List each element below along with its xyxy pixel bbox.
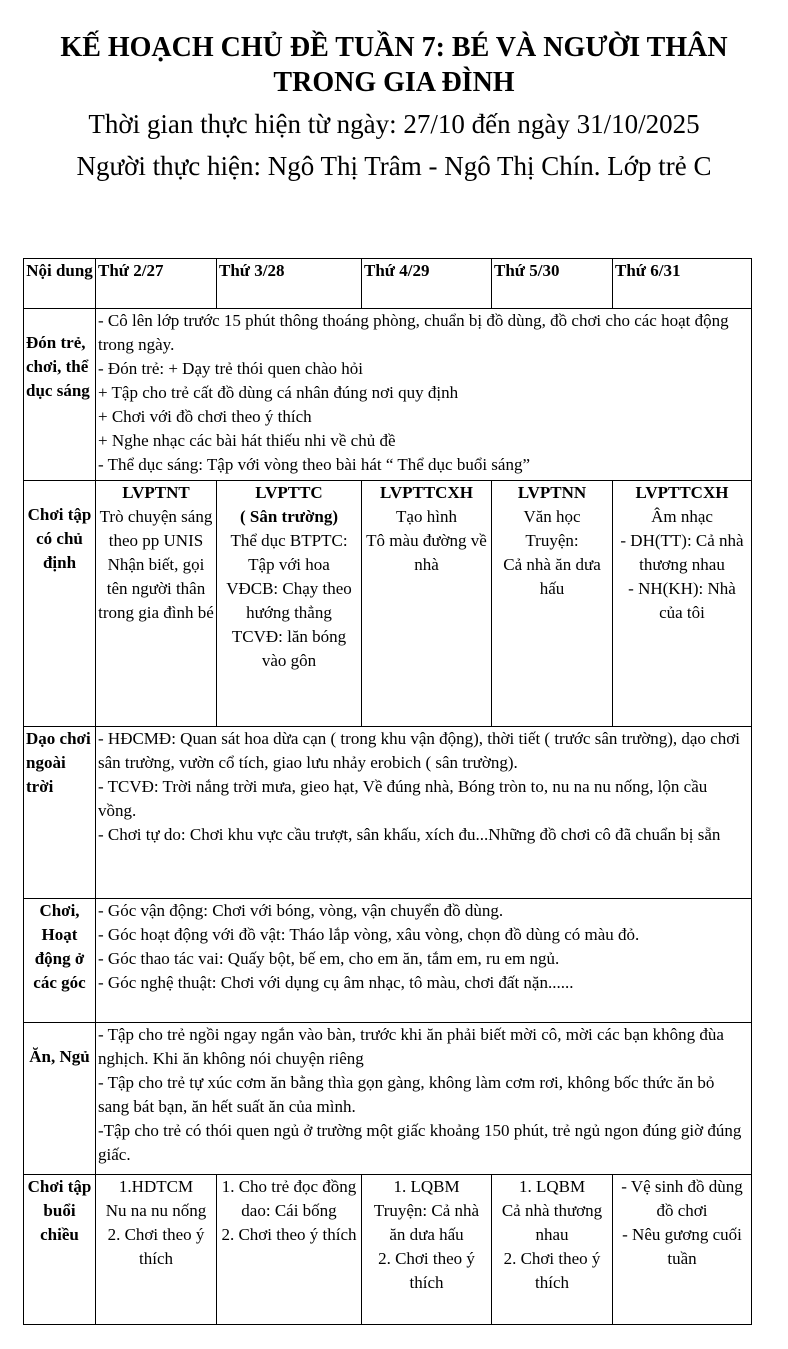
focused-line: TCVĐ: lăn bóng vào gôn — [231, 627, 347, 670]
row-label-focused: Chơi tập có chủ định — [24, 481, 96, 727]
row-label-welcome: Đón trẻ, chơi, thể dục sáng — [24, 309, 96, 481]
afternoon-line: 2. Chơi theo ý thích — [221, 1225, 357, 1244]
corners-line: - Góc hoạt động với đồ vật: Tháo lắp vòng, xâu vòng, chọn đồ dùng có màu đỏ. — [98, 925, 640, 944]
corners-line: - Góc thao tác vai: Quấy bột, bế em, cho em ăn, tắm em, ru em ngủ. — [98, 949, 560, 968]
corners-line: - Góc vận động: Chơi với bóng, vòng, vận chuyển đồ dùng. — [98, 901, 504, 920]
welcome-line: - Thể dục sáng: Tập với vòng theo bài hát “ Thể dục buổi sáng” — [98, 455, 530, 474]
plan-table — [23, 258, 752, 1325]
focused-area: LVPTTCXH — [635, 483, 729, 502]
welcome-line: + Tập cho trẻ cất đồ dùng cá nhân đúng nơi quy định — [98, 383, 459, 402]
header-cell-thu: Thứ 5/30 — [492, 259, 613, 309]
focused-line: Trò chuyện sáng theo pp UNIS Nhận biết, gọi tên người thân trong gia đình bé — [98, 507, 214, 622]
outdoor-line: - Chơi tự do: Chơi khu vực cầu trượt, sân khấu, xích đu...Những đồ chơi cô đã chuẩn bị sẵn — [98, 825, 721, 844]
outdoor-line: - HĐCMĐ: Quan sát hoa dừa cạn ( trong khu vận động), thời tiết ( trước sân trường), dạo chơi sân trường, vườn cổ tích, giao lưu nhảy erobich ( sân trường). — [98, 729, 740, 772]
afternoon-line: Cả nhà thương nhau — [501, 1201, 603, 1244]
focused-cell-mon — [96, 481, 217, 727]
meals-line: - Tập cho trẻ tự xúc cơm ăn bằng thìa gọn gàng, không làm cơm rơi, không bốc thức ăn bỏ sang bát bạn, ăn hết suất ăn của mình. — [98, 1073, 715, 1116]
meals-line: -Tập cho trẻ có thói quen ngủ ở trường một giấc khoảng 150 phút, trẻ ngủ ngon đúng giờ đúng giấc. — [98, 1121, 742, 1164]
afternoon-line: 2. Chơi theo ý thích — [503, 1249, 601, 1292]
focused-line: Tạo hình — [396, 507, 457, 526]
focused-line: Truyện: — [525, 531, 579, 550]
table-row-afternoon — [24, 1175, 752, 1325]
focused-line: Âm nhạc — [651, 507, 713, 526]
afternoon-cell-wed — [362, 1175, 492, 1325]
row-label-outdoor: Dạo chơi ngoài trời — [24, 727, 96, 899]
focused-line: Cả nhà ăn dưa hấu — [503, 555, 601, 598]
afternoon-line: 2. Chơi theo ý thích — [107, 1225, 205, 1268]
corners-content — [96, 899, 752, 1023]
focused-area: LVPTTCXH — [380, 483, 473, 502]
table-row-welcome — [24, 309, 752, 481]
focused-line: VĐCB: Chạy theo hướng thẳng — [226, 579, 352, 622]
focused-line: - DH(TT): Cả nhà thương nhau — [620, 531, 744, 574]
afternoon-line: - Vệ sinh đồ dùng đồ chơi — [621, 1177, 743, 1220]
welcome-content — [96, 309, 752, 481]
table-row-meals — [24, 1023, 752, 1175]
welcome-line: - Cô lên lớp trước 15 phút thông thoáng phòng, chuẩn bị đồ dùng, đồ chơi cho các hoạt động trong ngày. — [98, 311, 729, 354]
afternoon-line: 1. LQBM — [393, 1177, 460, 1196]
header-cell-tue: Thứ 3/28 — [217, 259, 362, 309]
focused-cell-wed — [362, 481, 492, 727]
afternoon-line: - Nêu gương cuối tuần — [622, 1225, 742, 1268]
table-header-row — [24, 259, 752, 309]
focused-area: LVPTTC — [255, 483, 323, 502]
plan-person: Người thực hiện: Ngô Thị Trâm - Ngô Thị Chín. Lớp trẻ C — [76, 151, 712, 181]
afternoon-line: Nu na nu nống — [105, 1201, 207, 1220]
focused-area-place: ( Sân trường) — [239, 507, 338, 526]
focused-cell-tue — [217, 481, 362, 727]
afternoon-cell-mon — [96, 1175, 217, 1325]
afternoon-cell-fri — [613, 1175, 752, 1325]
welcome-line: + Chơi với đồ chơi theo ý thích — [98, 407, 312, 426]
welcome-line: + Nghe nhạc các bài hát thiếu nhi về chủ đề — [98, 431, 396, 450]
row-label-corners: Chơi, Hoạt động ở các góc — [24, 899, 96, 1023]
meals-content — [96, 1023, 752, 1175]
plan-title: KẾ HOẠCH CHỦ ĐỀ TUẦN 7: BÉ VÀ NGƯỜI THÂN TRONG GIA ĐÌNH — [60, 32, 728, 98]
focused-line: Tô màu đường về nhà — [366, 531, 487, 574]
afternoon-line: 1.HDTCM — [118, 1177, 194, 1196]
focused-cell-fri — [613, 481, 752, 727]
header-cell-mon: Thứ 2/27 — [96, 259, 217, 309]
table-row-outdoor — [24, 727, 752, 899]
header-cell-wed: Thứ 4/29 — [362, 259, 492, 309]
header-cell-content: Nội dung — [24, 259, 96, 309]
focused-line: Thể dục BTPTC: Tập với hoa — [230, 531, 348, 574]
welcome-line: - Đón trẻ: + Dạy trẻ thói quen chào hỏi — [98, 359, 363, 378]
focused-line: - NH(KH): Nhà của tôi — [628, 579, 736, 622]
focused-cell-thu — [492, 481, 613, 727]
meals-line: - Tập cho trẻ ngồi ngay ngắn vào bàn, trước khi ăn phải biết mời cô, mời các bạn không đùa nghịch. Khi ăn không nói chuyện riêng — [98, 1025, 724, 1068]
row-label-meals: Ăn, Ngủ — [24, 1023, 96, 1175]
afternoon-cell-tue — [217, 1175, 362, 1325]
focused-area: LVPTNT — [122, 483, 190, 502]
outdoor-line: - TCVĐ: Trời nắng trời mưa, gieo hạt, Về đúng nhà, Bóng tròn to, nu na nu nống, lộn cầu vồng. — [98, 777, 708, 820]
afternoon-line: 1. Cho trẻ đọc đồng dao: Cái bống — [221, 1177, 357, 1220]
afternoon-line: 2. Chơi theo ý thích — [378, 1249, 475, 1292]
focused-area: LVPTNN — [517, 483, 587, 502]
outdoor-content — [96, 727, 752, 899]
plan-time: Thời gian thực hiện từ ngày: 27/10 đến ngày 31/10/2025 — [88, 109, 700, 139]
afternoon-line: Truyện: Cả nhà ăn dưa hấu — [373, 1201, 480, 1244]
afternoon-cell-thu — [492, 1175, 613, 1325]
focused-line: Văn học — [523, 507, 581, 526]
table-row-focused — [24, 481, 752, 727]
corners-line: - Góc nghệ thuật: Chơi với dụng cụ âm nhạc, tô màu, chơi đất nặn...... — [98, 973, 574, 992]
table-row-corners — [24, 899, 752, 1023]
header-cell-fri: Thứ 6/31 — [613, 259, 752, 309]
afternoon-line: 1. LQBM — [518, 1177, 586, 1196]
row-label-afternoon: Chơi tập buổi chiều — [24, 1175, 96, 1325]
document-header — [0, 30, 788, 184]
